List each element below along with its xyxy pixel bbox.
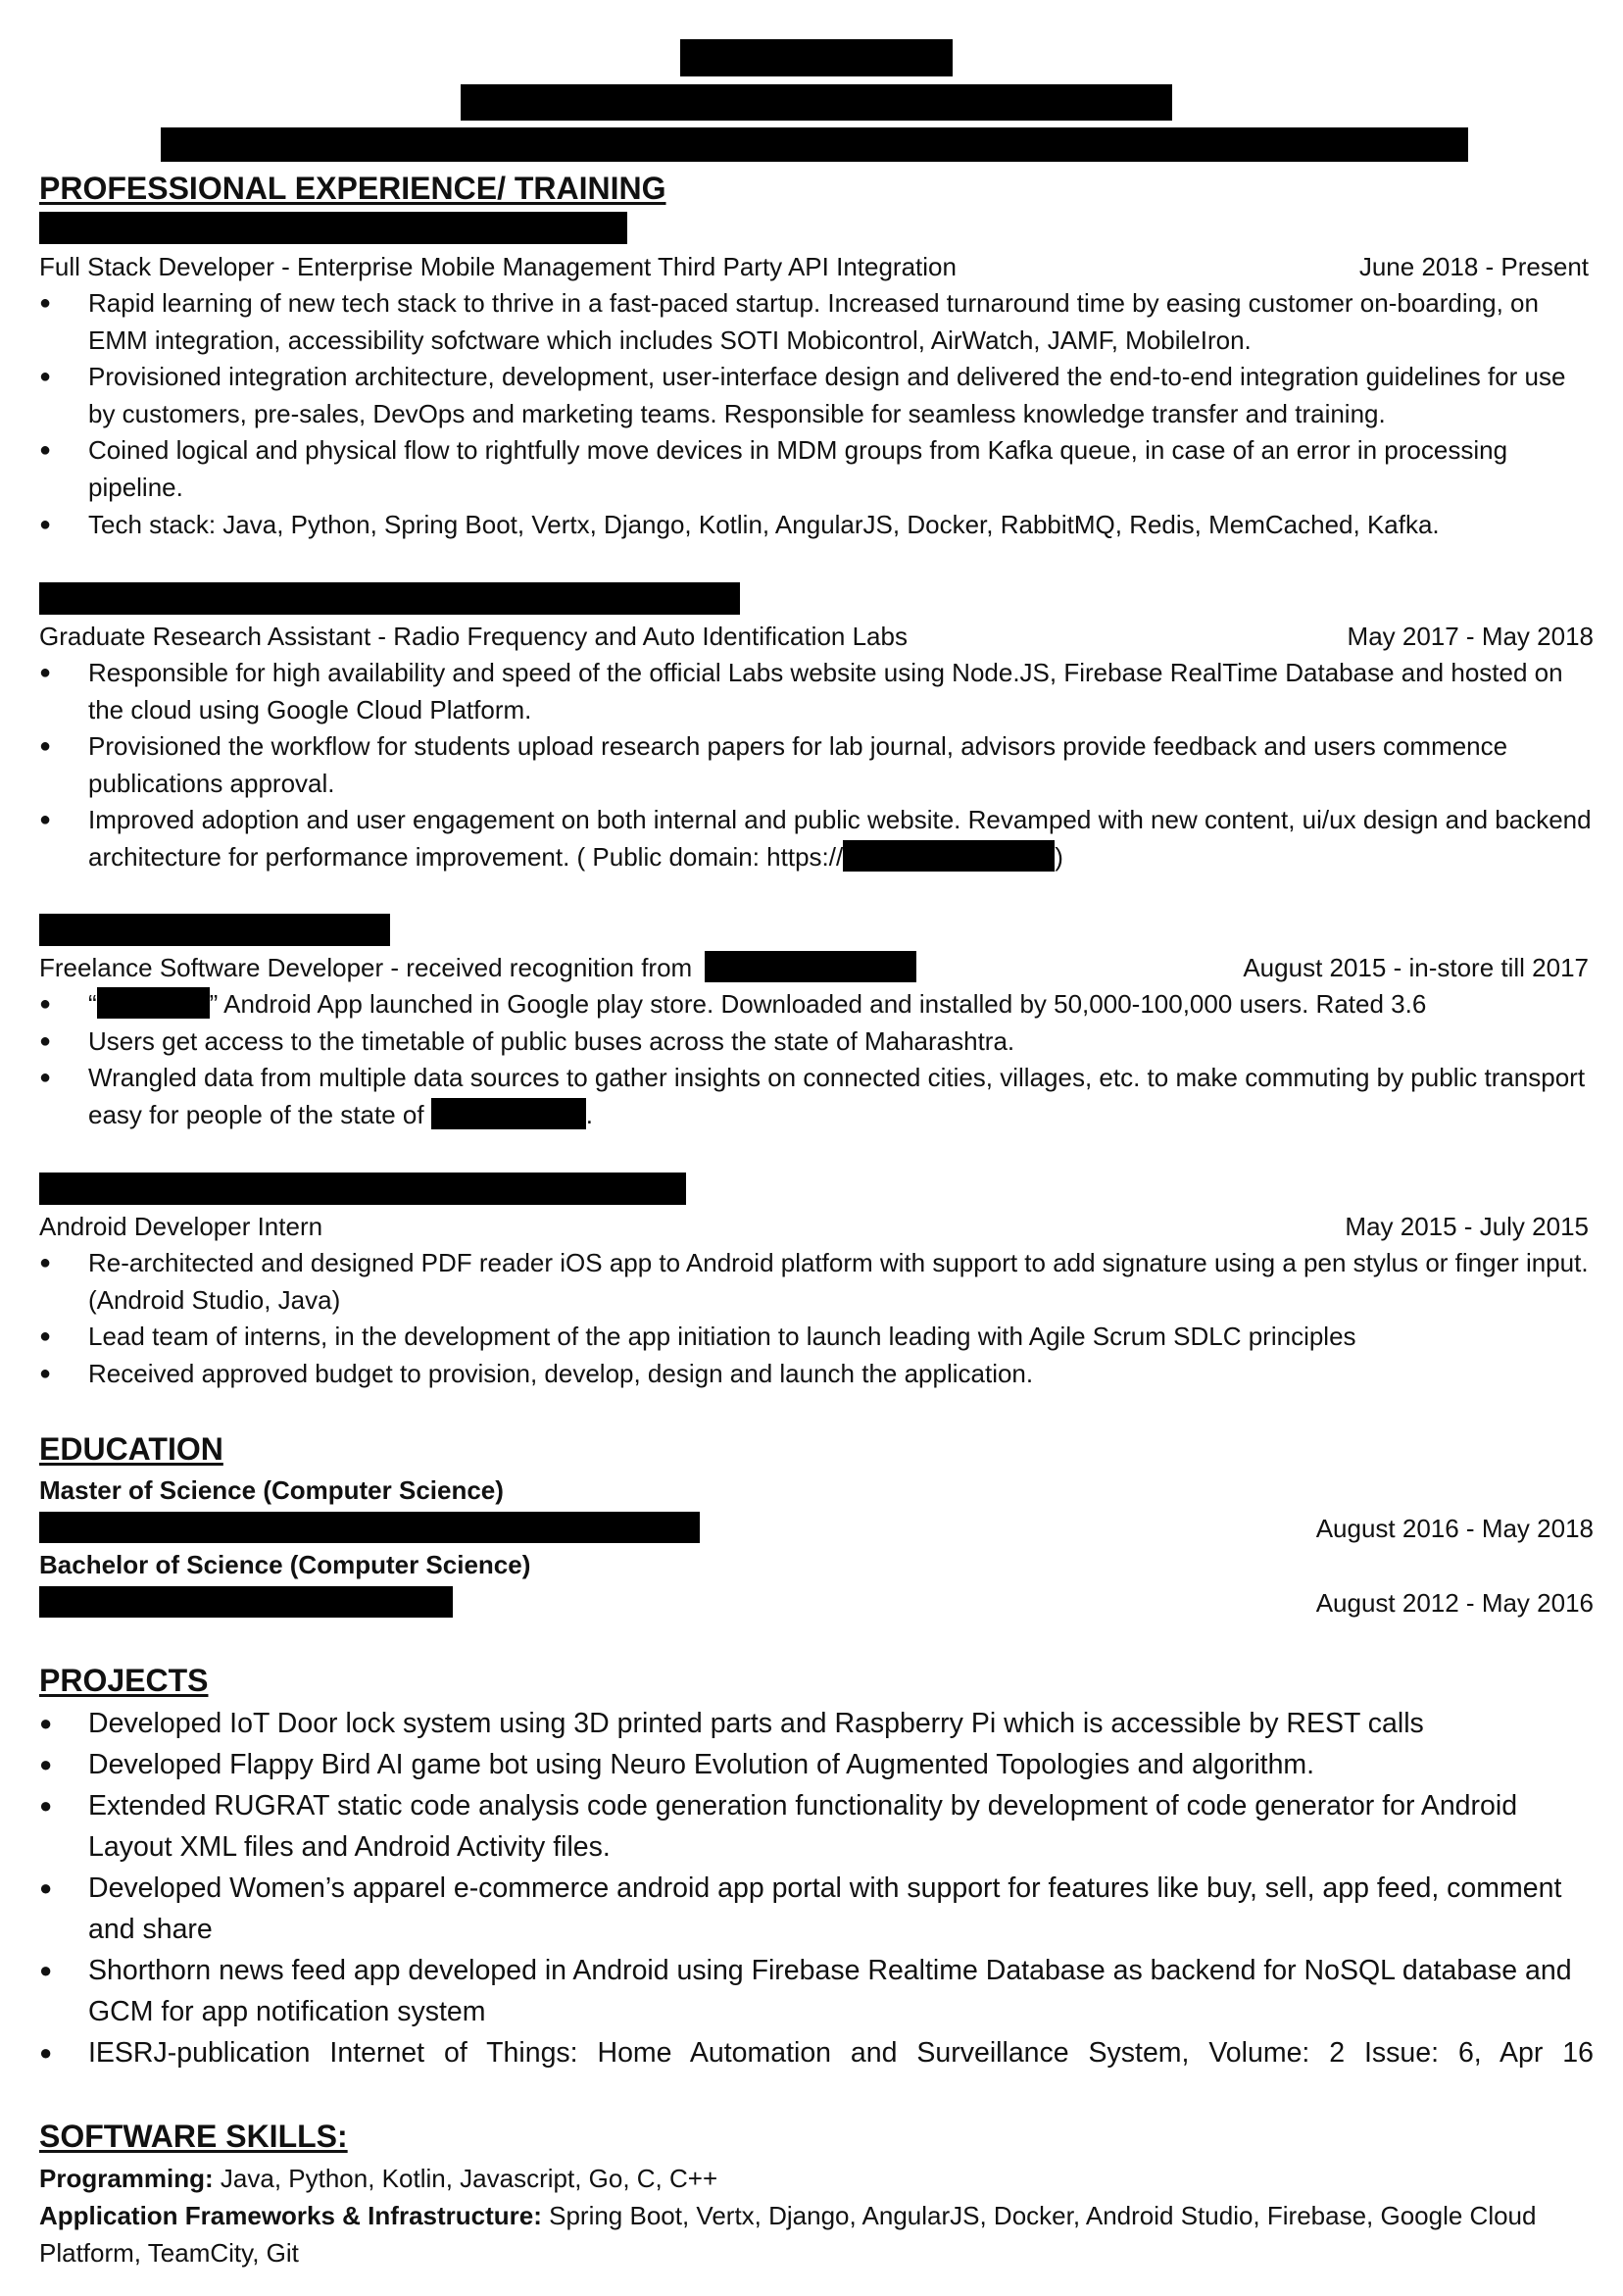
- list-item: ● Developed Women’s apparel e-commerce android app portal with support for features like buy, sell, app feed, comment and share: [39, 1868, 1594, 1950]
- skills-heading: SOFTWARE SKILLS:: [39, 2119, 348, 2154]
- list-item: ● Tech stack: Java, Python, Spring Boot, Vertx, Django, Kotlin, AngularJS, Docker, RabbitMQ, Redis, MemCached, Kafka.: [39, 507, 1594, 544]
- job-role-line: [39, 949, 1594, 986]
- redacted-university: [39, 1512, 700, 1543]
- redacted-state: [431, 1098, 586, 1129]
- projects-heading: PROJECTS: [39, 1663, 209, 1698]
- job-entry: [39, 248, 1594, 543]
- education-heading: EDUCATION: [39, 1431, 223, 1467]
- redacted-company: [39, 914, 390, 946]
- redacted-company: [39, 212, 627, 244]
- job-bullets: [39, 1245, 1594, 1392]
- bullet-text: Wrangled data from multiple data sources to gather insights on connected cities, villages, etc. to make commuting by public transport easy for people of the state of: [88, 1063, 1586, 1129]
- redacted-recognizer: [705, 951, 916, 982]
- job-dates: May 2015 - July 2015: [1345, 1212, 1589, 1241]
- redacted-university: [39, 1586, 453, 1618]
- list-item: ● Rapid learning of new tech stack to thrive in a fast-paced startup. Increased turnaround time by easing customer on-boarding, on EMM integration, accessibility sofctware which includes SOTI Mobicontrol, AirWatch, JAMF, MobileIron.: [39, 285, 1594, 359]
- list-item: ● Responsible for high availability and speed of the official Labs website using Node.JS, Firebase RealTime Database and hosted on the cloud using Google Cloud Platform.: [39, 655, 1594, 728]
- redacted-links: [161, 127, 1468, 162]
- redacted-domain: [843, 840, 1055, 872]
- skills-frameworks: [39, 2197, 1594, 2271]
- skills-frameworks-value: Spring Boot, Vertx, Django, AngularJS, Docker, Android Studio, Firebase, Google Cloud Platform, TeamCity, Git: [39, 2201, 1537, 2268]
- list-item: ● Re-architected and designed PDF reader iOS app to Android platform with support to add signature using a pen stylus or finger input. (Android Studio, Java): [39, 1245, 1594, 1319]
- bullet-close: ): [1055, 841, 1063, 872]
- job-dates: May 2017 - May 2018: [1347, 622, 1594, 651]
- quote-open: “: [88, 989, 97, 1019]
- job-entry: [39, 618, 1594, 876]
- redacted-company: [39, 1173, 686, 1205]
- redacted-app-name: [97, 987, 210, 1019]
- skills-programming-value: Java, Python, Kotlin, Javascript, Go, C, C++: [213, 2164, 718, 2193]
- list-item: ● Shorthorn news feed app developed in Android using Firebase Realtime Database as backend for NoSQL database and GCM for app notification system: [39, 1950, 1594, 2032]
- job-title: Graduate Research Assistant - Radio Frequency and Auto Identification Labs: [39, 622, 908, 651]
- job-dates: August 2015 - in-store till 2017: [1243, 953, 1589, 982]
- job-bullets: [39, 986, 1594, 1133]
- job-bullets: [39, 655, 1594, 876]
- bullet-text: ” Android App launched in Google play store. Downloaded and installed by 50,000-100,000 users. Rated 3.6: [209, 989, 1427, 1019]
- job-role-line: [39, 1208, 1594, 1245]
- job-entry: [39, 1208, 1594, 1392]
- list-item: [39, 1060, 1594, 1133]
- redacted-contact: [461, 84, 1172, 121]
- skills-frameworks-label: Application Frameworks & Infrastructure:: [39, 2201, 542, 2230]
- job-title: Android Developer Intern: [39, 1212, 323, 1241]
- projects-list: [39, 1703, 1594, 2073]
- projects-block: [39, 1703, 1594, 2073]
- list-item: ● IESRJ-publication Internet of Things: Home Automation and Surveillance System, Volume: 2 Issue: 6, Apr 16: [39, 2032, 1594, 2073]
- list-item: ● Provisioned integration architecture, development, user-interface design and delivered the end-to-end integration guidelines for use by customers, pre-sales, DevOps and marketing teams. Responsible for seamless knowledge transfer and training.: [39, 359, 1594, 432]
- list-item: ● Developed Flappy Bird AI game bot using Neuro Evolution of Augmented Topologies and algorithm.: [39, 1744, 1594, 1785]
- education-degree: Master of Science (Computer Science): [39, 1475, 504, 1505]
- job-title: Full Stack Developer - Enterprise Mobile Management Third Party API Integration: [39, 252, 957, 281]
- list-item: [39, 802, 1594, 875]
- list-item: ● Users get access to the timetable of public buses across the state of Maharashtra.: [39, 1023, 1594, 1061]
- education-dates: August 2012 - May 2016: [1315, 1588, 1594, 1618]
- job-dates: June 2018 - Present: [1358, 252, 1589, 281]
- list-item: [39, 986, 1594, 1023]
- job-role-line: [39, 618, 1594, 655]
- job-bullets: [39, 285, 1594, 543]
- job-role-line: [39, 248, 1594, 285]
- list-item: ● Provisioned the workflow for students upload research papers for lab journal, advisors provide feedback and users commence publications approval.: [39, 728, 1594, 802]
- job-entry: [39, 949, 1594, 1133]
- list-item: ● Coined logical and physical flow to rightfully move devices in MDM groups from Kafka queue, in case of an error in processing pipeline.: [39, 432, 1594, 506]
- bullet-text: Improved adoption and user engagement on both internal and public website. Revamped with new content, ui/ux design and backend architecture for performance improvement. ( Public domain: https://: [88, 805, 1592, 872]
- list-item: ● Developed IoT Door lock system using 3D printed parts and Raspberry Pi which is accessible by REST calls: [39, 1703, 1594, 1744]
- education-degree: Bachelor of Science (Computer Science): [39, 1550, 531, 1579]
- job-title: Freelance Software Developer - received recognition from: [39, 953, 693, 982]
- skills-programming: [39, 2160, 1594, 2197]
- skills-block: [39, 2160, 1594, 2271]
- list-item: ● Extended RUGRAT static code analysis code generation functionality by development of code generator for Android Layout XML files and Android Activity files.: [39, 1785, 1594, 1868]
- experience-heading: PROFESSIONAL EXPERIENCE/ TRAINING: [39, 171, 666, 206]
- list-item: ● Lead team of interns, in the development of the app initiation to launch leading with Agile Scrum SDLC principles: [39, 1319, 1594, 1356]
- list-item: ● Received approved budget to provision, develop, design and launch the application.: [39, 1356, 1594, 1393]
- redacted-company: [39, 582, 740, 615]
- skills-programming-label: Programming:: [39, 2164, 214, 2193]
- bullet-close: .: [585, 1099, 594, 1129]
- redacted-name: [680, 39, 953, 76]
- education-dates: August 2016 - May 2018: [1315, 1514, 1594, 1543]
